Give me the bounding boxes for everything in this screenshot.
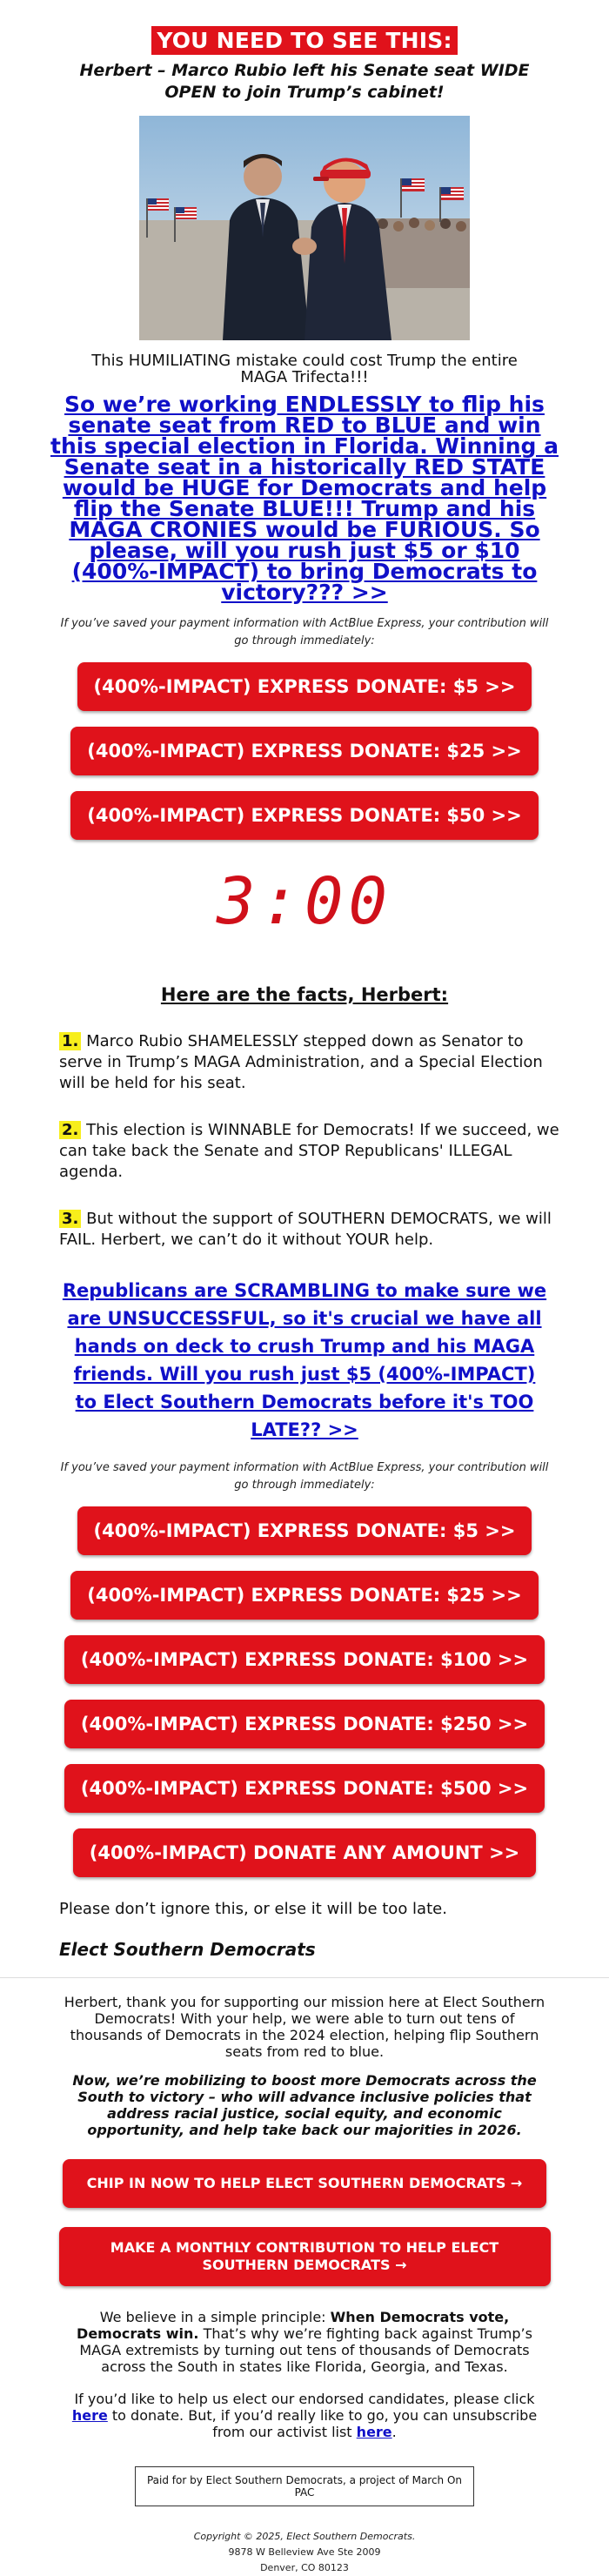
humiliating-text: This HUMILIATING mistake could cost Trump the entire MAGA Trifecta!!! bbox=[91, 352, 518, 386]
fact-text: Marco Rubio SHAMELESSLY stepped down as Senator to serve in Trump’s MAGA Administration, and a Special Election will be held for his seat. bbox=[59, 1032, 543, 1092]
org-name: Elect Southern Democrats bbox=[59, 1939, 316, 1960]
chip-in-button[interactable]: CHIP IN NOW TO HELP ELECT SOUTHERN DEMOCRATS → bbox=[63, 2159, 546, 2208]
donate-250-button[interactable]: (400%-IMPACT) EXPRESS DONATE: $250 >> bbox=[64, 1700, 545, 1748]
donate-group-1 bbox=[0, 662, 609, 840]
donate-5-button[interactable]: (400%-IMPACT) EXPRESS DONATE: $5 >> bbox=[77, 1506, 532, 1555]
subhead: Herbert – Marco Rubio left his Senate seat WIDE OPEN to join Trump’s cabinet! bbox=[79, 61, 530, 102]
divider bbox=[0, 1977, 609, 1978]
express-note: If you’ve saved your payment information with ActBlue Express, your contribution will go through immediately: bbox=[60, 617, 549, 647]
copyright: Copyright © 2025, Elect Southern Democrats. bbox=[193, 2531, 416, 2542]
principle-rest: That’s why we’re fighting back against Trump’s MAGA extremists by turning out tens of thousands of Democrats across the South in states like Florida, Georgia, and Texas. bbox=[79, 2325, 532, 2375]
donate-25-button[interactable]: (400%-IMPACT) EXPRESS DONATE: $25 >> bbox=[70, 1571, 539, 1620]
rally-photo bbox=[139, 116, 470, 340]
unsubscribe-text-2: to donate. But, if you’d really like to go, you can unsubscribe from our activist list bbox=[107, 2407, 538, 2440]
address-line-2: Denver, CO 80123 bbox=[260, 2562, 349, 2573]
footer bbox=[0, 2529, 609, 2576]
express-note: If you’ve saved your payment information with ActBlue Express, your contribution will go through immediately: bbox=[60, 1461, 549, 1492]
fact-item bbox=[59, 1120, 566, 1183]
paid-for-disclaimer: Paid for by Elect Southern Democrats, a project of March On PAC bbox=[135, 2466, 474, 2506]
principle-bold: When Democrats vote, Democrats win. bbox=[77, 2309, 510, 2342]
donate-any-amount-button[interactable]: (400%-IMPACT) DONATE ANY AMOUNT >> bbox=[73, 1828, 537, 1877]
donate-group-2 bbox=[0, 1506, 609, 1877]
unsubscribe-here-link[interactable]: here bbox=[356, 2424, 392, 2440]
fact-item bbox=[59, 1031, 566, 1094]
monthly-contribution-button[interactable]: MAKE A MONTHLY CONTRIBUTION TO HELP ELECT SOUTHERN DEMOCRATS → bbox=[59, 2227, 551, 2286]
thanks-paragraph: Herbert, thank you for supporting our mission here at Elect Southern Democrats! With your help, we were able to turn out tens of thousands of Democrats in the 2024 election, helping flip Southern seats from red to blue. bbox=[64, 1994, 545, 2060]
fact-number: 2. bbox=[59, 1121, 81, 1139]
donate-100-button[interactable]: (400%-IMPACT) EXPRESS DONATE: $100 >> bbox=[64, 1635, 545, 1684]
plea-text: Please don’t ignore this, or else it will be too late. bbox=[59, 1900, 447, 1918]
facts-title: Here are the facts, Herbert: bbox=[160, 984, 449, 1005]
headline: YOU NEED TO SEE THIS: bbox=[151, 26, 457, 55]
fact-number: 3. bbox=[59, 1210, 81, 1228]
donate-25-button[interactable]: (400%-IMPACT) EXPRESS DONATE: $25 >> bbox=[70, 727, 539, 775]
fact-text: This election is WINNABLE for Democrats! If we succeed, we can take back the Senate and STOP Republicans' ILLEGAL agenda. bbox=[59, 1121, 559, 1181]
fact-item bbox=[59, 1209, 566, 1251]
mobilizing-paragraph: Now, we’re mobilizing to boost more Democrats across the South to victory – who will advance inclusive policies that address racial justice, social equity, and economic opportunity, and help take back our majorities in 2026. bbox=[72, 2072, 537, 2138]
principle-paragraph bbox=[61, 2309, 548, 2375]
donate-50-button[interactable]: (400%-IMPACT) EXPRESS DONATE: $50 >> bbox=[70, 791, 539, 840]
main-appeal-link[interactable]: So we’re working ENDLESSLY to flip his senate seat from RED to BLUE and win this special election in Florida. Winning a Senate seat in a historically RED STATE would be HUGE for Democrats and help flip the Senate BLUE!!! Trump and his MAGA CRONIES would be FURIOUS. So please, will you rush just $5 or $10 (400%-IMPACT) to bring Democrats to victory??? >> bbox=[50, 392, 559, 605]
address-line-1: 9878 W Belleview Ave Ste 2009 bbox=[228, 2546, 381, 2558]
donate-500-button[interactable]: (400%-IMPACT) EXPRESS DONATE: $500 >> bbox=[64, 1764, 545, 1813]
unsubscribe-paragraph bbox=[61, 2391, 548, 2440]
unsubscribe-text-3: . bbox=[392, 2424, 397, 2440]
second-appeal-link[interactable]: Republicans are SCRAMBLING to make sure we are UNSUCCESSFUL, so it's crucial we have all hands on deck to crush Trump and his MAGA friends. Will you rush just $5 (400%-IMPACT) to Elect Southern Democrats before it's TOO LATE?? >> bbox=[62, 1280, 547, 1440]
fact-number: 1. bbox=[59, 1032, 81, 1050]
unsubscribe-text-1: If you’d like to help us elect our endorsed candidates, please click bbox=[74, 2391, 535, 2407]
countdown-timer: 3:00 bbox=[216, 864, 393, 939]
donate-5-button[interactable]: (400%-IMPACT) EXPRESS DONATE: $5 >> bbox=[77, 662, 532, 711]
fact-text: But without the support of SOUTHERN DEMOCRATS, we will FAIL. Herbert, we can’t do it without YOUR help. bbox=[59, 1210, 552, 1249]
donate-here-link[interactable]: here bbox=[71, 2407, 108, 2424]
principle-intro: We believe in a simple principle: bbox=[99, 2309, 331, 2325]
